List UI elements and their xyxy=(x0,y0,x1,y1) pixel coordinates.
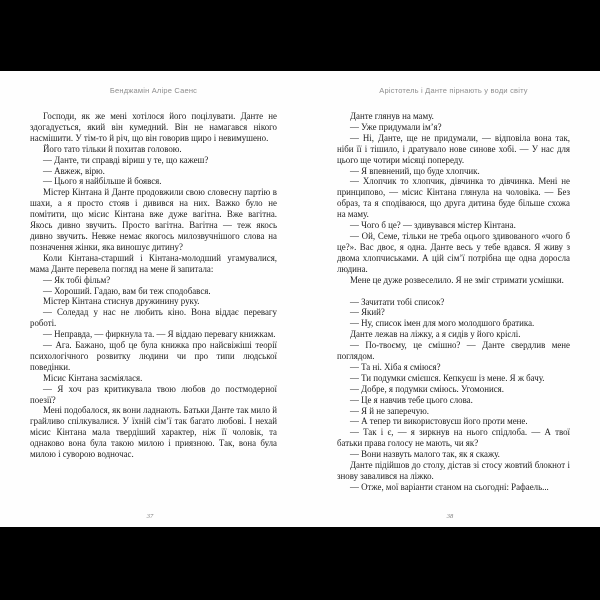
paragraph: Данте глянув на маму. xyxy=(350,111,434,121)
paragraph: — Цього я найбільше й боявся. xyxy=(43,176,162,187)
left-page-text-block xyxy=(30,111,277,460)
paragraph: — Як тобі фільм? xyxy=(43,274,111,285)
paragraph: Містер Кінтана стиснув дружинину руку. xyxy=(43,296,200,307)
paragraph: Місис Кінтана засміялася. xyxy=(43,372,143,383)
paragraph: Коли Кінтана-старший і Кінтана-молодший угамувалися, мама Данте перевела погляд на мене й запитала: xyxy=(30,252,277,274)
paragraph: — Хороший. Гадаю, вам би теж сподобався. xyxy=(43,285,211,296)
paragraph: — Чого б це? — здивувався містер Кінтана. xyxy=(350,220,516,231)
paragraph: — Це я навчив тебе цього слова. xyxy=(350,394,473,405)
right-page-number: 38 xyxy=(446,513,454,520)
right-page-text-block xyxy=(337,111,570,493)
paragraph: — Данте, ти справді віриш у те, що кажеш? xyxy=(43,154,209,165)
paragraph: Його тато тільки й похитав головою. xyxy=(43,143,182,154)
paragraph: Данте підійшов до столу, дістав зі стосу жовтий блокнот і знову завалився на ліжко. xyxy=(337,460,570,481)
paragraph: — Ти подумки смієшся. Кепкуєш із мене. Я ж бачу. xyxy=(350,372,545,383)
left-page-number: 37 xyxy=(146,513,154,520)
right-page[interactable] xyxy=(300,71,600,527)
paragraph: — Який? xyxy=(350,307,385,318)
book-spread xyxy=(0,71,600,527)
left-page[interactable] xyxy=(0,71,300,527)
paragraph: — Я впевнений, що буде хлопчик. xyxy=(350,165,480,176)
paragraph: — Добре, я подумки сміюсь. Угомонися. xyxy=(350,383,504,394)
paragraph: Мене це дуже розвеселило. Я не зміг стримати усмішки. xyxy=(350,274,564,285)
paragraph: — Зачитати тобі список? xyxy=(350,296,445,307)
left-running-header-author: Бенджамін Аліре Саенс xyxy=(109,86,198,95)
paragraph: — Хлопчик то хлопчик, дівчинка то дівчинка. Мені не принципово, — місис Кінтана глянула на чоловіка. — Без образ, та я сподіваюся, що друга дитина буде більше схожа на маму. xyxy=(337,176,570,220)
paragraph: Мені подобалося, як вони ладнають. Батьки Данте так мило й грайливо спілкувалися. У їхній сім’ї так багато любові. І нехай місис Кінтана мала твердіший характер, ніж її чоловік, та однаково вона була такою милою і приязною. Так, вона була милою і суворою водночас. xyxy=(30,405,277,460)
paragraph: — Я хоч раз критикувала твою любов до постмодерної поезії? xyxy=(30,383,277,405)
paragraph: — Ага. Бажано, щоб це була книжка про найсвіжіші теорії психологічного розвитку людини чи про типи людської поведінки. xyxy=(30,340,277,372)
paragraph: — Ні, Данте, ще не придумали, — відповіла вона так, ніби її і тішило, і дратувало нове синове хобі. — У нас для цього ще чотири місяці попереду. xyxy=(337,132,570,165)
top-letterbox-bar xyxy=(0,0,600,71)
paragraph: — Вони назвуть малого так, як я скажу. xyxy=(350,449,500,460)
paragraph: Містер Кінтана й Данте продовжили свою словесну партію в шахи, а я просто стояв і дивився на них. Важко було не помітити, що місис Кінтана вже дуже вагітна. Вже вагітна. Якось дивно звучить. Просто вагітна. Вагітна — теж якось дивно звучить. Невже немає якогось милозвучнішого слова на позначення жінки, яка виношує дитину? xyxy=(30,187,277,252)
paragraph: Данте лежав на ліжку, а я сидів у його кріслі. xyxy=(350,329,521,340)
paragraph: — Соледад у нас не любить кіно. Вона віддає перевагу роботі. xyxy=(30,307,277,329)
paragraph: — А тепер ти використовуєш його проти мене. xyxy=(350,416,528,427)
paragraph: — Так і є, — я зиркнув на нього спідлоба. — А твої батьки права голосу не мають, чи як? xyxy=(337,427,570,449)
bottom-letterbox-bar xyxy=(0,527,600,600)
paragraph: — Ой, Семе, тільки не треба оцього здивованого «чого б це?». Вас двоє, я одна. Данте весь у тебе вдався. Я живу з двома хлопчиськами. А цій сім’ї потрібна ще одна доросла людина. xyxy=(337,230,570,274)
paragraph: — Авжеж, вірю. xyxy=(43,165,105,176)
paragraph: — Уже придумали ім’я? xyxy=(350,121,442,132)
paragraph: — Ну, список імен для мого молодшого братика. xyxy=(350,318,535,329)
paragraph: — Та ні. Хіба я сміюся? xyxy=(350,361,441,372)
paragraph: — Неправда, — фиркнула та. — Я віддаю перевагу книжкам. xyxy=(43,329,276,340)
paragraph: — Я й не заперечую. xyxy=(350,405,430,416)
paragraph: Господи, як же мені хотілося його поцілувати. Данте не здогадується, який він кумедний. Він не намагався нікого насмішити. У тім-то й річ, що він говорив щиро і невимушено. xyxy=(30,111,277,143)
paragraph: — По-твоєму, це смішно? — Данте свердлив мене поглядом. xyxy=(337,340,570,362)
right-running-header-title: Арістотель і Данте пірнають у води світу xyxy=(379,86,528,95)
paragraph: — Отже, мої варіанти станом на сьогодні: Рафаель... xyxy=(350,481,549,492)
